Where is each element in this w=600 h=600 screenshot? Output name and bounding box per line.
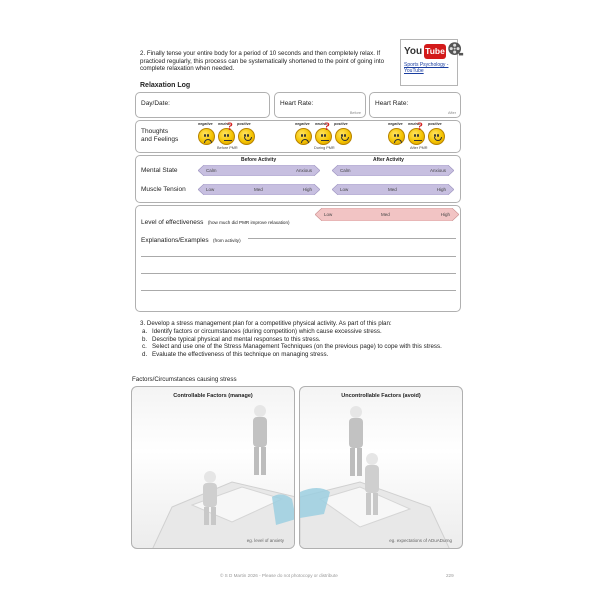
muscle-tension-after-scale[interactable]	[332, 184, 454, 195]
med-label: Med	[381, 211, 390, 217]
item-text: Describe typical physical and mental responses to this stress.	[152, 335, 321, 343]
step-3-item-a	[140, 328, 470, 336]
heart-rate-before-note: Before	[349, 111, 361, 115]
anxious-label: Anxious	[429, 167, 446, 173]
film-reel-icon	[447, 41, 464, 58]
high-label: High	[436, 186, 446, 192]
item-text: Evaluate the effectiveness of this technique on managing stress.	[152, 351, 329, 359]
page-number: 229	[446, 573, 454, 578]
med-label: Med	[254, 186, 263, 192]
controllable-factors-panel[interactable]	[131, 386, 295, 549]
item-letter: b.	[142, 335, 148, 343]
after-activity-heading: After Activity	[373, 157, 404, 163]
answer-line[interactable]	[141, 290, 456, 291]
step-3-instructions	[140, 320, 470, 359]
mood-word-negative: negative	[198, 122, 213, 126]
copyright-notice: © S D Martin 2026 - Please do not photocopy or distribute	[220, 573, 338, 578]
puzzle-figure-illustration	[300, 387, 463, 549]
day-date-field[interactable]	[135, 92, 270, 118]
controllable-factors-title: Controllable Factors (manage)	[173, 393, 253, 399]
day-date-label: Day/Date:	[141, 100, 170, 107]
uncontrollable-example: eg. expectations of ADuADurng	[389, 538, 452, 543]
before-pmr-label: Before PMR	[217, 146, 238, 150]
thoughts-label-line-1: Thoughts	[141, 128, 169, 135]
effectiveness-note: (how much did PMR improve relaxation)	[207, 220, 290, 225]
step-3-item-d	[140, 351, 470, 359]
sports-psychology-youtube-link[interactable]: Sports Psychology - YouTube	[404, 62, 449, 75]
answer-line[interactable]	[141, 256, 456, 257]
mood-word-positive: positive	[334, 122, 348, 126]
step-3-item-b	[140, 336, 470, 344]
mental-state-label: Mental State	[141, 167, 178, 174]
mood-word-neutral: neutral	[315, 122, 327, 126]
happy-face-icon[interactable]	[335, 128, 352, 145]
thoughts-feelings-box	[135, 120, 461, 153]
mood-word-neutral: neutral	[218, 122, 230, 126]
mood-word-negative: negative	[295, 122, 310, 126]
effectiveness-label	[141, 211, 290, 229]
thoughts-label	[141, 128, 178, 144]
item-letter: c.	[142, 343, 147, 351]
step-3-item-c	[140, 343, 470, 351]
before-activity-heading: Before Activity	[241, 157, 277, 163]
mood-group-before-pmr	[194, 121, 264, 154]
youtube-logo-tube: Tube	[424, 44, 446, 59]
sad-face-icon[interactable]	[388, 128, 405, 145]
effectiveness-box	[135, 205, 461, 312]
mood-group-during-pmr	[291, 121, 361, 154]
question-mark-icon: ?	[417, 119, 423, 133]
heart-rate-before-label: Heart Rate:	[280, 100, 314, 107]
sad-face-icon[interactable]	[295, 128, 312, 145]
mood-word-negative: negative	[388, 122, 403, 126]
explanations-note: (from activity)	[213, 238, 241, 243]
uncontrollable-factors-panel[interactable]	[299, 386, 463, 549]
low-label: Low	[340, 186, 349, 192]
low-label: Low	[206, 186, 215, 192]
heart-rate-after-label: Heart Rate:	[375, 100, 409, 107]
high-label: High	[302, 186, 312, 192]
calm-label: Calm	[340, 167, 351, 173]
step-3-intro: 3. Develop a stress management plan for a competitive physical activity. As part of this plan:	[140, 320, 392, 327]
calm-label: Calm	[206, 167, 217, 173]
heart-rate-before-field[interactable]	[274, 92, 366, 118]
mood-word-positive: positive	[428, 122, 442, 126]
happy-face-icon[interactable]	[428, 128, 445, 145]
mental-state-after-scale[interactable]	[332, 165, 454, 176]
question-mark-icon: ?	[324, 119, 330, 133]
muscle-tension-before-scale[interactable]	[198, 184, 320, 195]
effectiveness-scale[interactable]	[315, 208, 459, 221]
factors-title: Factors/Circumstances causing stress	[132, 376, 237, 383]
during-pmr-label: During PMR	[314, 146, 335, 150]
explanations-label	[141, 229, 241, 247]
question-mark-icon: ?	[227, 119, 233, 133]
answer-line[interactable]	[248, 238, 456, 239]
med-label: Med	[388, 186, 397, 192]
activity-scales-box	[135, 155, 461, 203]
mental-state-before-scale[interactable]	[198, 165, 320, 176]
puzzle-figure-illustration	[132, 387, 295, 549]
effectiveness-label-text: Level of effectiveness	[141, 219, 204, 226]
anxious-label: Anxious	[295, 167, 312, 173]
high-label: High	[440, 211, 450, 217]
item-letter: d.	[142, 351, 148, 359]
low-label: Low	[324, 211, 333, 217]
happy-face-icon[interactable]	[238, 128, 255, 145]
muscle-tension-label: Muscle Tension	[141, 186, 186, 193]
after-pmr-label: After PMR	[410, 146, 428, 150]
mood-word-positive: positive	[237, 122, 251, 126]
controllable-example: eg. level of anxiety	[246, 538, 284, 543]
mood-group-after-pmr	[382, 121, 457, 154]
thoughts-label-line-2: and Feelings	[141, 136, 179, 143]
answer-line[interactable]	[141, 273, 456, 274]
youtube-link-box[interactable]	[400, 39, 458, 86]
item-text: Select and use one of the Stress Management Techniques (on the previous page) to cope with this stress.	[152, 343, 442, 351]
item-text: Identify factors or circumstances (during competition) which cause excessive stress.	[152, 327, 382, 335]
step-2-text: 2. Finally tense your entire body for a period of 10 seconds and then completely relax. If practiced regularly, this process can be systematically shortened to the point of going into complete relaxation when needed.	[140, 50, 385, 73]
mood-word-neutral: neutral	[408, 122, 420, 126]
uncontrollable-factors-title: Uncontrollable Factors (avoid)	[341, 393, 421, 399]
relaxation-log-title: Relaxation Log	[140, 82, 191, 89]
item-letter: a.	[142, 327, 148, 335]
heart-rate-after-note: After	[447, 111, 456, 115]
youtube-logo-you: You	[404, 46, 423, 57]
sad-face-icon[interactable]	[198, 128, 215, 145]
explanations-label-text: Explanations/Examples	[141, 237, 209, 244]
heart-rate-after-field[interactable]	[369, 92, 461, 118]
youtube-logo	[404, 44, 446, 60]
